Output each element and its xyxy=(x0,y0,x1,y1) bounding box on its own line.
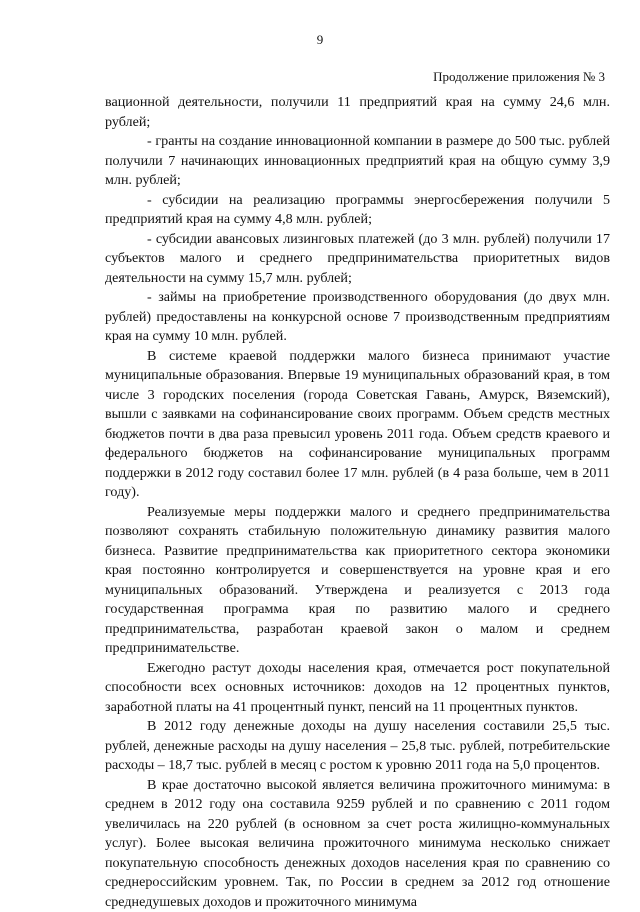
paragraph: Реализуемые меры поддержки малого и среднего предпринимательства позволяют сохранять стабильную положительную динамику развития малого бизнеса. Развитие предпринимательства как приоритетного сектора экономики края постоянно контролируется и совершенствуется на уровне края и его муниципальных образований. Утверждена и реализуется с 2013 года государственная программа края по развитию малого и среднего предпринимательства, разработан краевой закон о малом и среднем предпринимательстве. xyxy=(105,503,610,659)
list-item: - займы на приобретение производственного оборудования (до двух млн. рублей) предоставлены на конкурсной основе 7 производственным предприятиям края на сумму 10 млн. рублей. xyxy=(105,288,610,347)
paragraph: В крае достаточно высокой является величина прожиточного минимума: в среднем в 2012 году она составила 9259 рублей и по сравнению с 2011 годом увеличилась на 220 рублей (в основном за счет роста жилищно-коммунальных услуг). Более высокая величина прожиточного минимума несколько снижает покупательную способность денежных доходов населения края по сравнению со среднероссийским уровнем. Так, по России в среднем за 2012 год отношение среднедушевых доходов и прожиточного минимума xyxy=(105,776,610,912)
paragraph: Ежегодно растут доходы населения края, отмечается рост покупательной способности всех основных источников: доходов на 12 процентных пунктов, заработной платы на 41 процентный пункт, пенсий на 11 процентных пунктов. xyxy=(105,659,610,718)
paragraph: В системе краевой поддержки малого бизнеса принимают участие муниципальные образования. Впервые 19 муниципальных образований края, в том числе 3 городских поселения (города Советская Гавань, Амурск, Вяземский), вышли с заявками на софинансирование своих программ. Объем средств местных бюджетов почти в два раза превысил уровень 2011 года. Объем средств краевого и федерального бюджетов на софинансирование муниципальных программ поддержки в 2012 году составил более 17 млн. рублей (в 4 раза больше, чем в 2011 году). xyxy=(105,347,610,503)
appendix-label: Продолжение приложения № 3 xyxy=(433,67,605,87)
list-item: - субсидии на реализацию программы энергосбережения получили 5 предприятий края на сумму 4,8 млн. рублей; xyxy=(105,191,610,230)
paragraph: вационной деятельности, получили 11 предприятий края на сумму 24,6 млн. рублей; xyxy=(105,93,610,132)
list-item: - субсидии авансовых лизинговых платежей (до 3 млн. рублей) получили 17 субъектов малого и среднего предпринимательства приоритетных видов деятельности на сумму 15,7 млн. рублей; xyxy=(105,230,610,289)
list-item: - гранты на создание инновационной компании в размере до 500 тыс. рублей получили 7 начинающих инновационных предприятий края на общую сумму 3,9 млн. рублей; xyxy=(105,132,610,191)
page-number: 9 xyxy=(0,30,640,50)
paragraph: В 2012 году денежные доходы на душу населения составили 25,5 тыс. рублей, денежные расходы на душу населения – 25,8 тыс. рублей, потребительские расходы – 18,7 тыс. рублей в месяц с ростом к уровню 2011 года на 5,0 процентов. xyxy=(105,717,610,776)
document-body xyxy=(105,93,610,912)
